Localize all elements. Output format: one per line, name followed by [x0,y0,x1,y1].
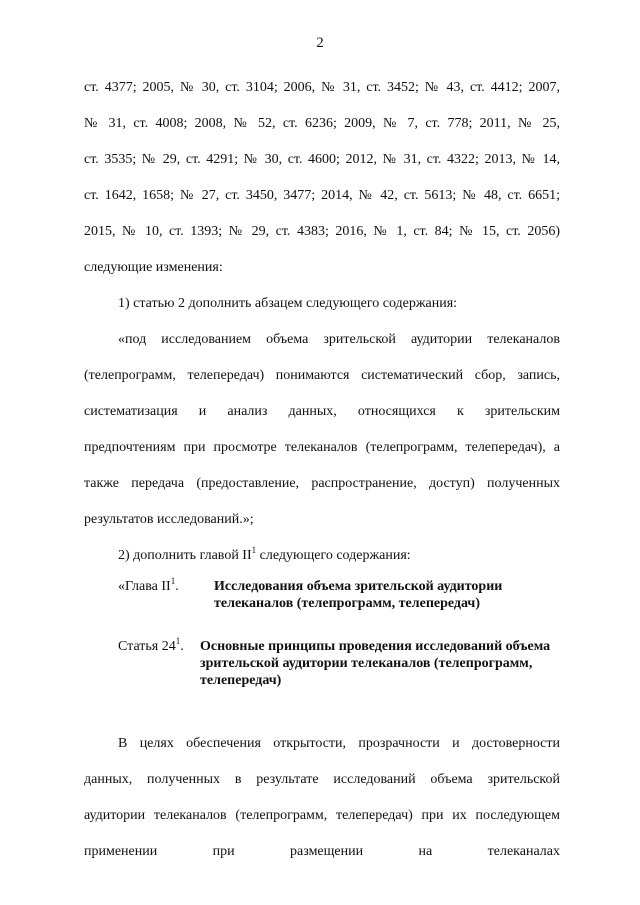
paragraph-line: применении при размещении на телеканалах [84,844,560,859]
chapter-label-text: «Глава II [118,579,171,594]
chapter-label-superscript: 1 [170,576,176,586]
quote-line: также передача (предоставление, распространение, доступ) полученных [84,476,560,491]
quote-line: предпочтениям при просмотре телеканалов (телепрограмм, телепередач), а [84,440,560,455]
text-line: ст. 4377; 2005, № 30, ст. 3104; 2006, № 31, ст. 3452; № 43, ст. 4412; 2007, [84,80,560,95]
quote-line: (телепрограмм, телепередач) понимаются систематический сбор, запись, [84,368,560,383]
article-heading [84,638,560,726]
quote-line: результатов исследований.»; [84,512,254,527]
article-label-dot: . [180,639,184,654]
item2-superscript: 1 [251,545,257,555]
text-line: № 31, ст. 4008; 2008, № 52, ст. 6236; 2009, № 7, ст. 778; 2011, № 25, [84,116,560,131]
article-label [118,638,184,655]
amendment-item-2 [84,538,560,574]
chapter-label [118,578,179,595]
paragraph-line: В целях обеспечения открытости, прозрачности и достоверности [118,736,560,751]
amendment-item-1: 1) статью 2 дополнить абзацем следующего содержания: [118,296,458,311]
text-line: следующие изменения: [84,260,223,275]
quote-line: «под исследованием объема зрительской аудитории телеканалов [118,332,560,347]
item2-text: 2) дополнить главой II [118,548,252,563]
text-line: 2015, № 10, ст. 1393; № 29, ст. 4383; 2016, № 1, ст. 84; № 15, ст. 2056) [84,224,560,239]
chapter-heading [84,578,560,638]
quote-line: систематизация и анализ данных, относящихся к зрительским [84,404,560,419]
text-line: ст. 1642, 1658; № 27, ст. 3450, 3477; 2014, № 42, ст. 5613; № 48, ст. 6651; [84,188,560,203]
chapter-title: Исследования объема зрительской аудитории телеканалов (телепрограмм, телепередач) [214,579,503,611]
paragraph-line: данных, полученных в результате исследований объема зрительской [84,772,560,787]
chapter-label-dot: . [175,579,179,594]
document-body [84,70,560,870]
article-label-superscript: 1 [175,636,181,646]
item2-text-rest: следующего содержания: [256,548,411,563]
article-title: Основные принципы проведения исследований объема зрительской аудитории телеканалов (телепрограмм, телепередач) [200,639,551,688]
text-line: ст. 3535; № 29, ст. 4291; № 30, ст. 4600; 2012, № 31, ст. 4322; 2013, № 14, [84,152,560,167]
paragraph-line: аудитории телеканалов (телепрограмм, телепередач) при их последующем [84,808,560,823]
page-number: 2 [316,35,324,51]
article-label-text: Статья 24 [118,639,176,654]
